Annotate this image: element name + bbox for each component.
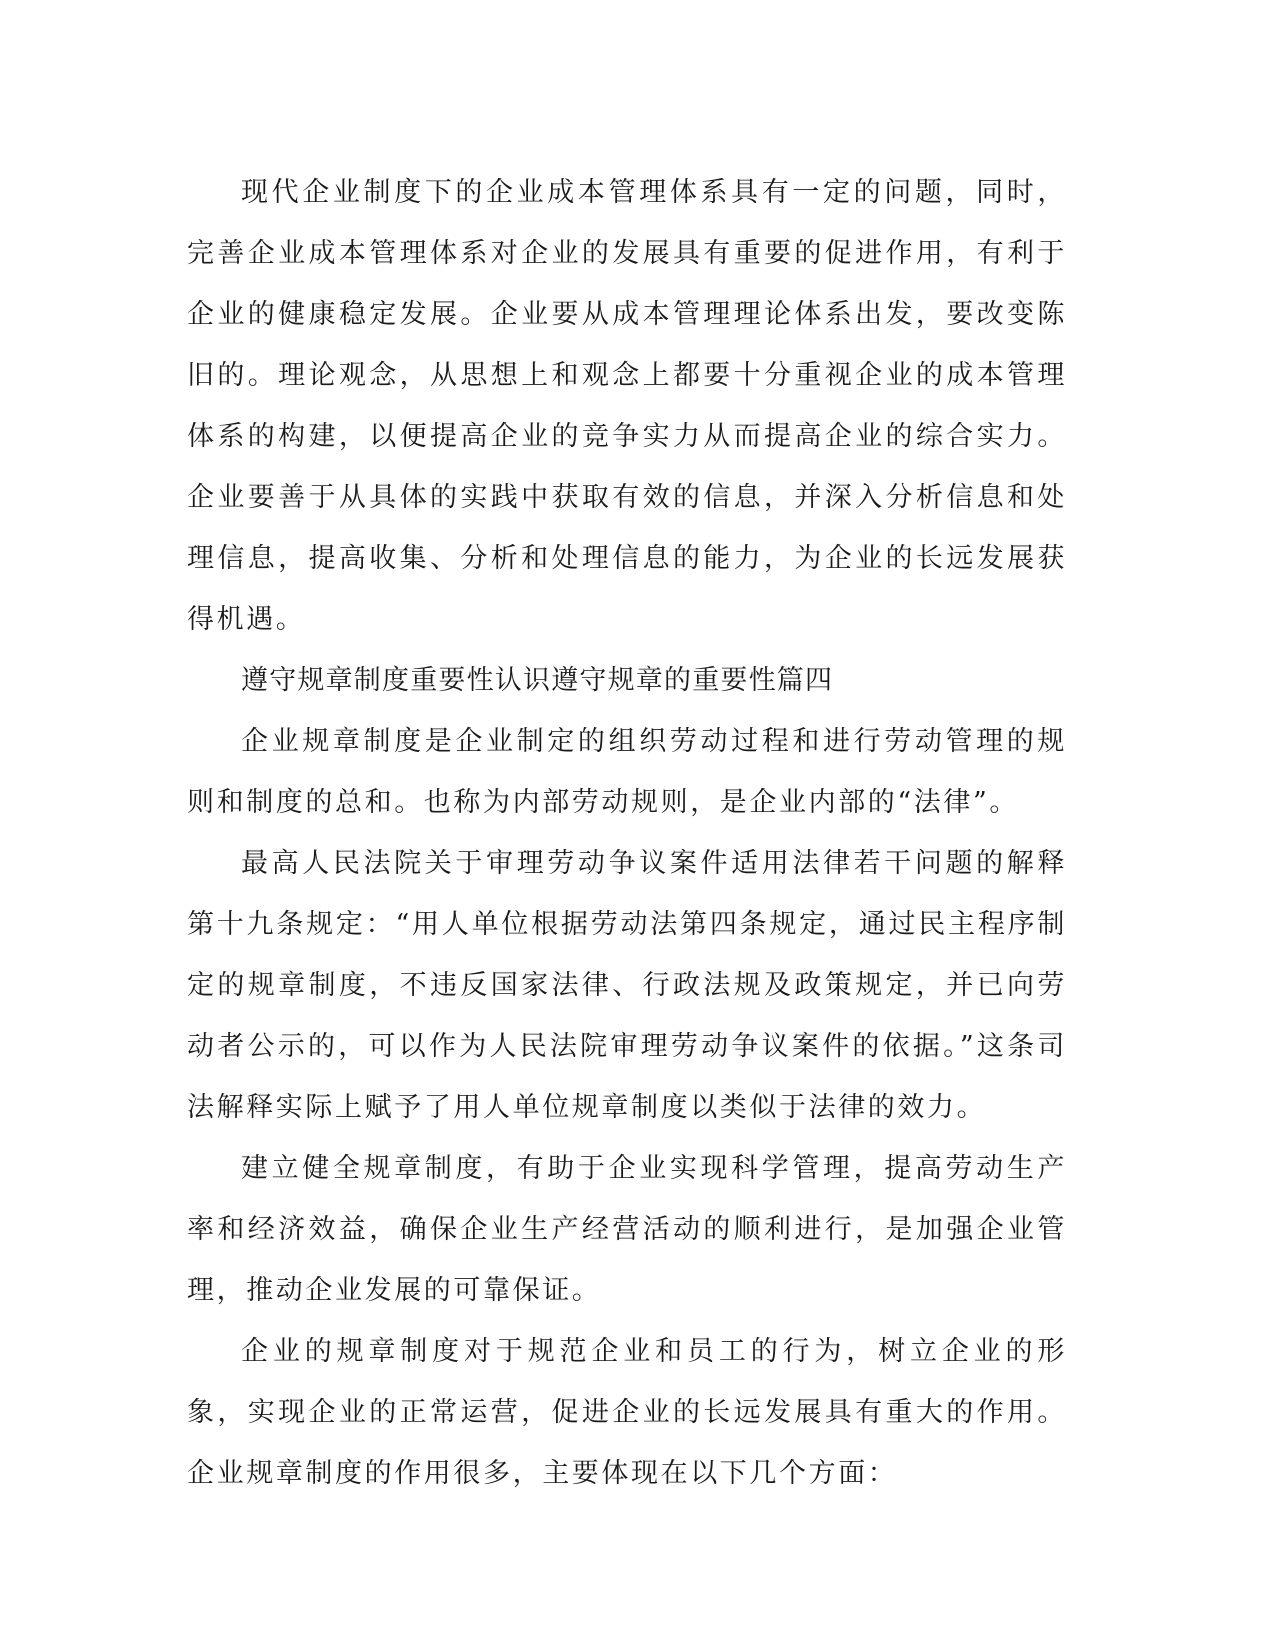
paragraph-establish-rules: 建立健全规章制度，有助于企业实现科学管理，提高劳动生产率和经济效益，确保企业生产经营活动的顺利进行，是加强企业管理，推动企业发展的可靠保证。 [187, 1153, 1067, 1306]
paragraph-court-interpretation: 最高人民法院关于审理劳动争议案件适用法律若干问题的解释第十九条规定：“用人单位根据劳动法第四条规定，通过民主程序制定的规章制度，不违反国家法律、行政法规及政策规定，并已向劳动者公示的，可以作为人民法院审理劳动争议案件的依据。”这条司法解释实际上赋予了用人单位规章制度以类似于法律的效力。 [187, 848, 1067, 1123]
paragraph-cost-management: 现代企业制度下的企业成本管理体系具有一定的问题，同时，完善企业成本管理体系对企业的发展具有重要的促进作用，有利于企业的健康稳定发展。企业要从成本管理理论体系出发，要改变陈旧的。理论观念，从思想上和观念上都要十分重视企业的成本管理体系的构建，以便提高企业的竞争实力从而提高企业的综合实力。企业要善于从具体的实践中获取有效的信息，并深入分析信息和处理信息，提高收集、分析和处理信息的能力，为企业的长远发展获得机遇。 [187, 177, 1067, 635]
section-heading: 遵守规章制度重要性认识遵守规章的重要性篇四 [241, 665, 834, 696]
document-body [187, 162, 1067, 1504]
paragraph-rules-definition: 企业规章制度是企业制定的组织劳动过程和进行劳动管理的规则和制度的总和。也称为内部劳动规则，是企业内部的“法律”。 [187, 726, 1067, 818]
paragraph-rules-functions: 企业的规章制度对于规范企业和员工的行为，树立企业的形象，实现企业的正常运营，促进企业的长远发展具有重大的作用。企业规章制度的作用很多，主要体现在以下几个方面： [187, 1336, 1067, 1489]
